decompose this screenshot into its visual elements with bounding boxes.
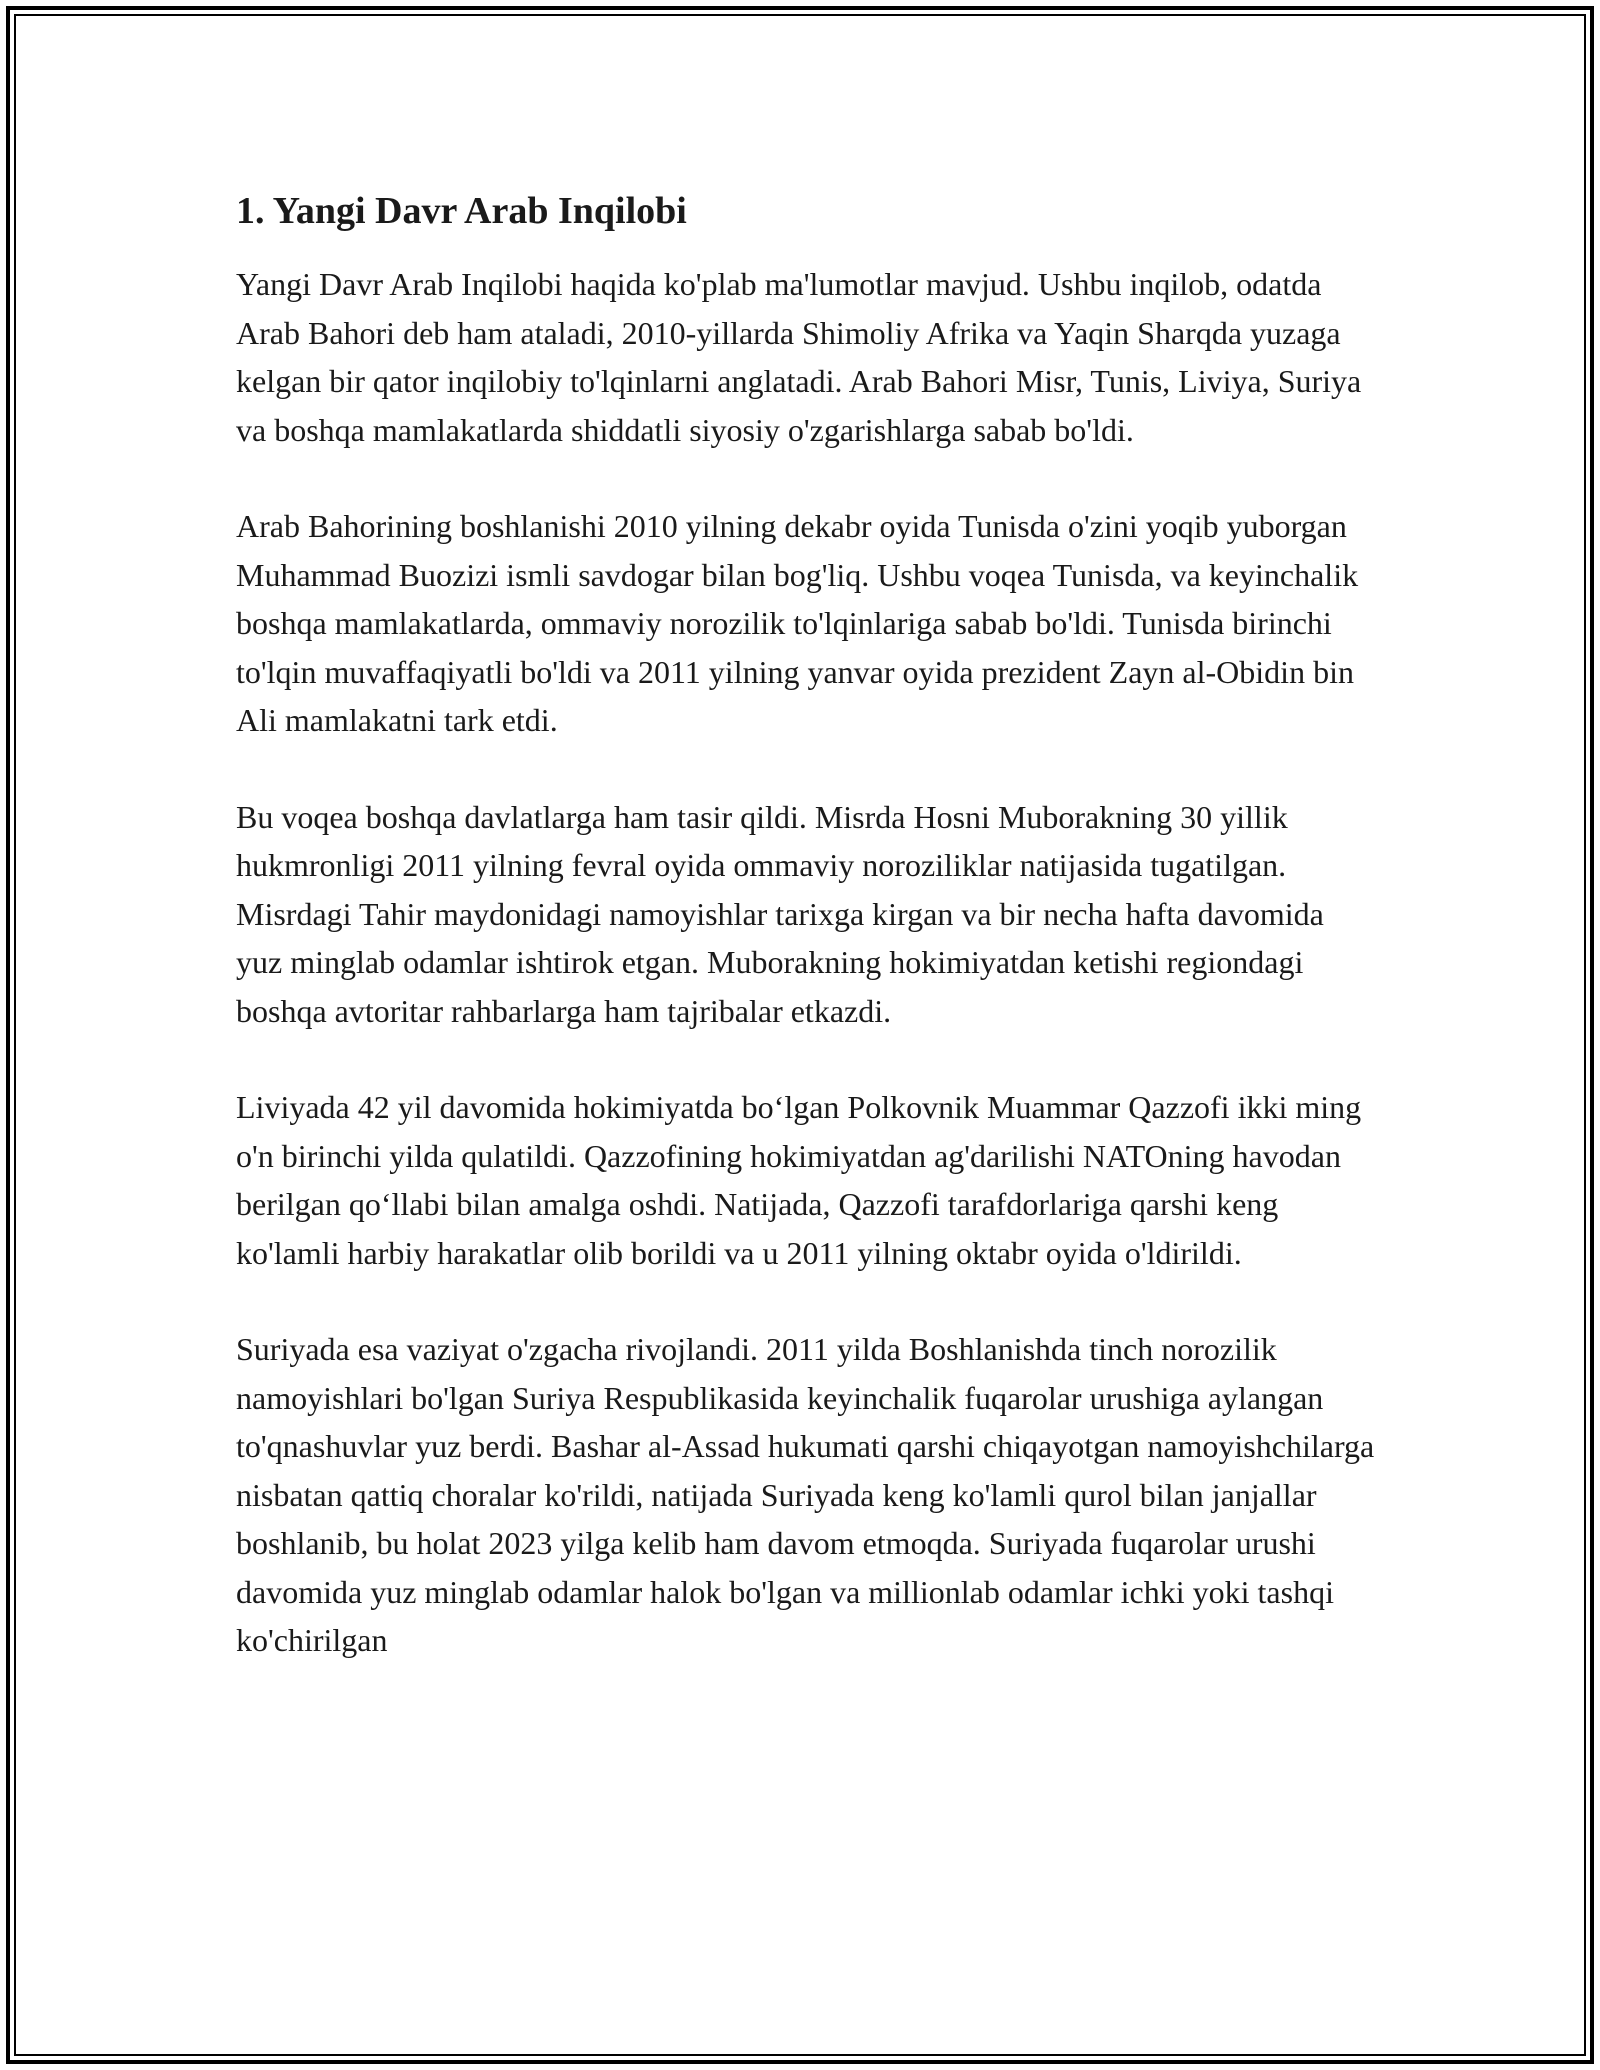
document-body — [236, 186, 1376, 1713]
paragraph-egypt: Bu voqea boshqa davlatlarga ham tasir qildi. Misrda Hosni Muborakning 30 yillik hukmronligi 2011 yilning fevral oyida ommaviy noroziliklar natijasida tugatilgan. Misrdagi Tahir maydonidagi namoyishlar tarixga kirgan va bir necha hafta davomida yuz minglab odamlar ishtirok etgan. Muborakning hokimiyatdan ketishi regiondagi boshqa avtoritar rahbarlarga ham tajribalar etkazdi. — [236, 798, 1324, 1029]
paragraph-libya: Liviyada 42 yil davomida hokimiyatda bo‘lgan Polkovnik Muammar Qazzofi ikki ming o'n birinchi yilda qulatildi. Qazzofining hokimiyatdan ag'darilishi NATOning havodan berilgan qo‘llabi bilan amalga oshdi. Natijada, Qazzofi tarafdorlariga qarshi keng ko'lamli harbiy harakatlar olib borildi va u 2011 yilning oktabr oyida o'ldirildi. — [236, 1089, 1362, 1271]
section-heading: 1. Yangi Davr Arab Inqilobi — [236, 190, 687, 232]
paragraph-syria: Suriyada esa vaziyat o'zgacha rivojlandi. 2011 yilda Boshlanishda tinch norozilik namoyishlari bo'lgan Suriya Respublikasida keyinchalik fuqarolar urushiga aylangan to'qnashuvlar yuz berdi. Bashar al-Assad hukumati qarshi chiqayotgan namoyishchilarga nisbatan qattiq choralar ko'rildi, natijada Suriyada keng ko'lamli qurol bilan janjallar boshlanib, bu holat 2023 yilga kelib ham davom etmoqda. Suriyada fuqarolar urushi davomida yuz minglab odamlar halok bo'lgan va millionlab odamlar ichki yoki tashqi ko'chirilgan — [236, 1331, 1375, 1658]
paragraph-tunisia: Arab Bahorining boshlanishi 2010 yilning dekabr oyida Tunisda o'zini yoqib yuborgan Muhammad Buozizi ismli savdogar bilan bog'liq. Ushbu voqea Tunisda, va keyinchalik boshqa mamlakatlarda, ommaviy norozilik to'lqinlariga sabab bo'ldi. Tunisda birinchi to'lqin muvaffaqiyatli bo'ldi va 2011 yilning yanvar oyida prezident Zayn al-Obidin bin Ali mamlakatni tark etdi. — [236, 508, 1359, 738]
paragraph-intro: Yangi Davr Arab Inqilobi haqida ko'plab ma'lumotlar mavjud. Ushbu inqilob, odatda Arab Bahori deb ham ataladi, 2010-yillarda Shimoliy Afrika va Yaqin Sharqda yuzaga kelgan bir qator inqilobiy to'lqinlarni anglatadi. Arab Bahori Misr, Tunis, Liviya, Suriya va boshqa mamlakatlarda shiddatli siyosiy o'zgarishlarga sabab bo'ldi. — [236, 266, 1362, 448]
